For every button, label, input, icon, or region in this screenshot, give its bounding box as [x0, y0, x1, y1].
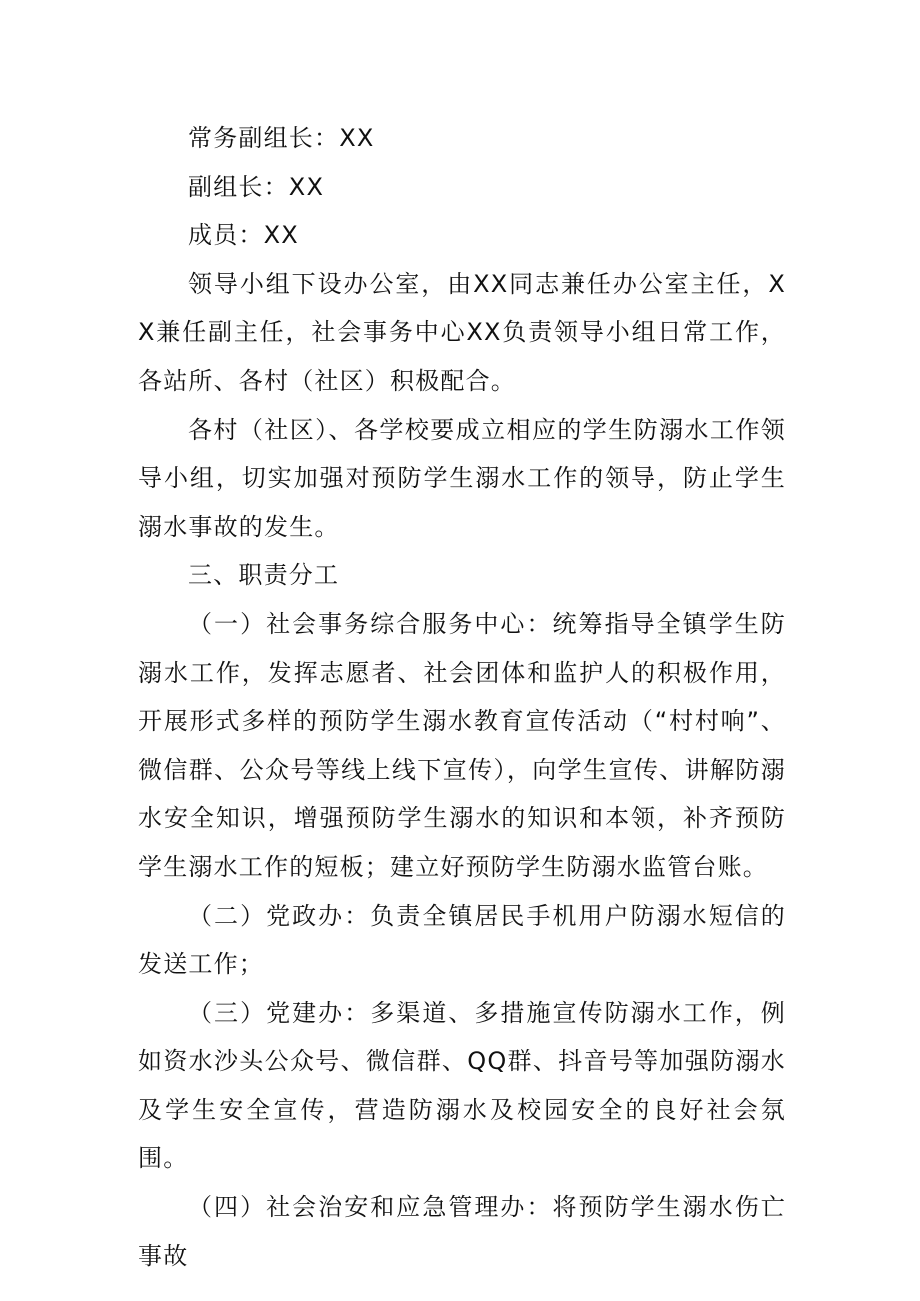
- vice-leader-line: 副组长：XX: [188, 172, 325, 201]
- vice-leader-standing-line: 常务副组长：XX: [188, 124, 375, 152]
- members-line: 成员：XX: [188, 221, 299, 250]
- document-body: [138, 114, 786, 1280]
- section-heading-duties: 三、职责分工: [188, 561, 340, 590]
- duty-item-4: （四）社会治安和应急管理办：将预防学生溺水伤亡事故: [138, 1193, 786, 1270]
- duty-item-3: （三）党建办：多渠道、多措施宣传防溺水工作，例如资水沙头公众号、微信群、QQ群、抖音号等加强防溺水及学生安全宣传，营造防溺水及校园安全的良好社会氛围。: [138, 998, 786, 1173]
- duty-item-1: （一）社会事务综合服务中心：统筹指导全镇学生防溺水工作，发挥志愿者、社会团体和监护人的积极作用，开展形式多样的预防学生溺水教育宣传活动（“村村响”、微信群、公众号等线上线下宣传），向学生宣传、讲解防溺水安全知识，增强预防学生溺水的知识和本领，补齐预防学生溺水工作的短板；建立好预防学生防溺水监管台账。: [138, 609, 786, 881]
- office-paragraph: 领导小组下设办公室，由XX同志兼任办公室主任，XX兼任副主任，社会事务中心XX负责领导小组日常工作，各站所、各村（社区）积极配合。: [138, 269, 786, 395]
- village-school-paragraph: 各村（社区）、各学校要成立相应的学生防溺水工作领导小组，切实加强对预防学生溺水工作的领导，防止学生溺水事故的发生。: [138, 415, 786, 541]
- duty-item-2: （二）党政办：负责全镇居民手机用户防溺水短信的发送工作；: [138, 901, 786, 979]
